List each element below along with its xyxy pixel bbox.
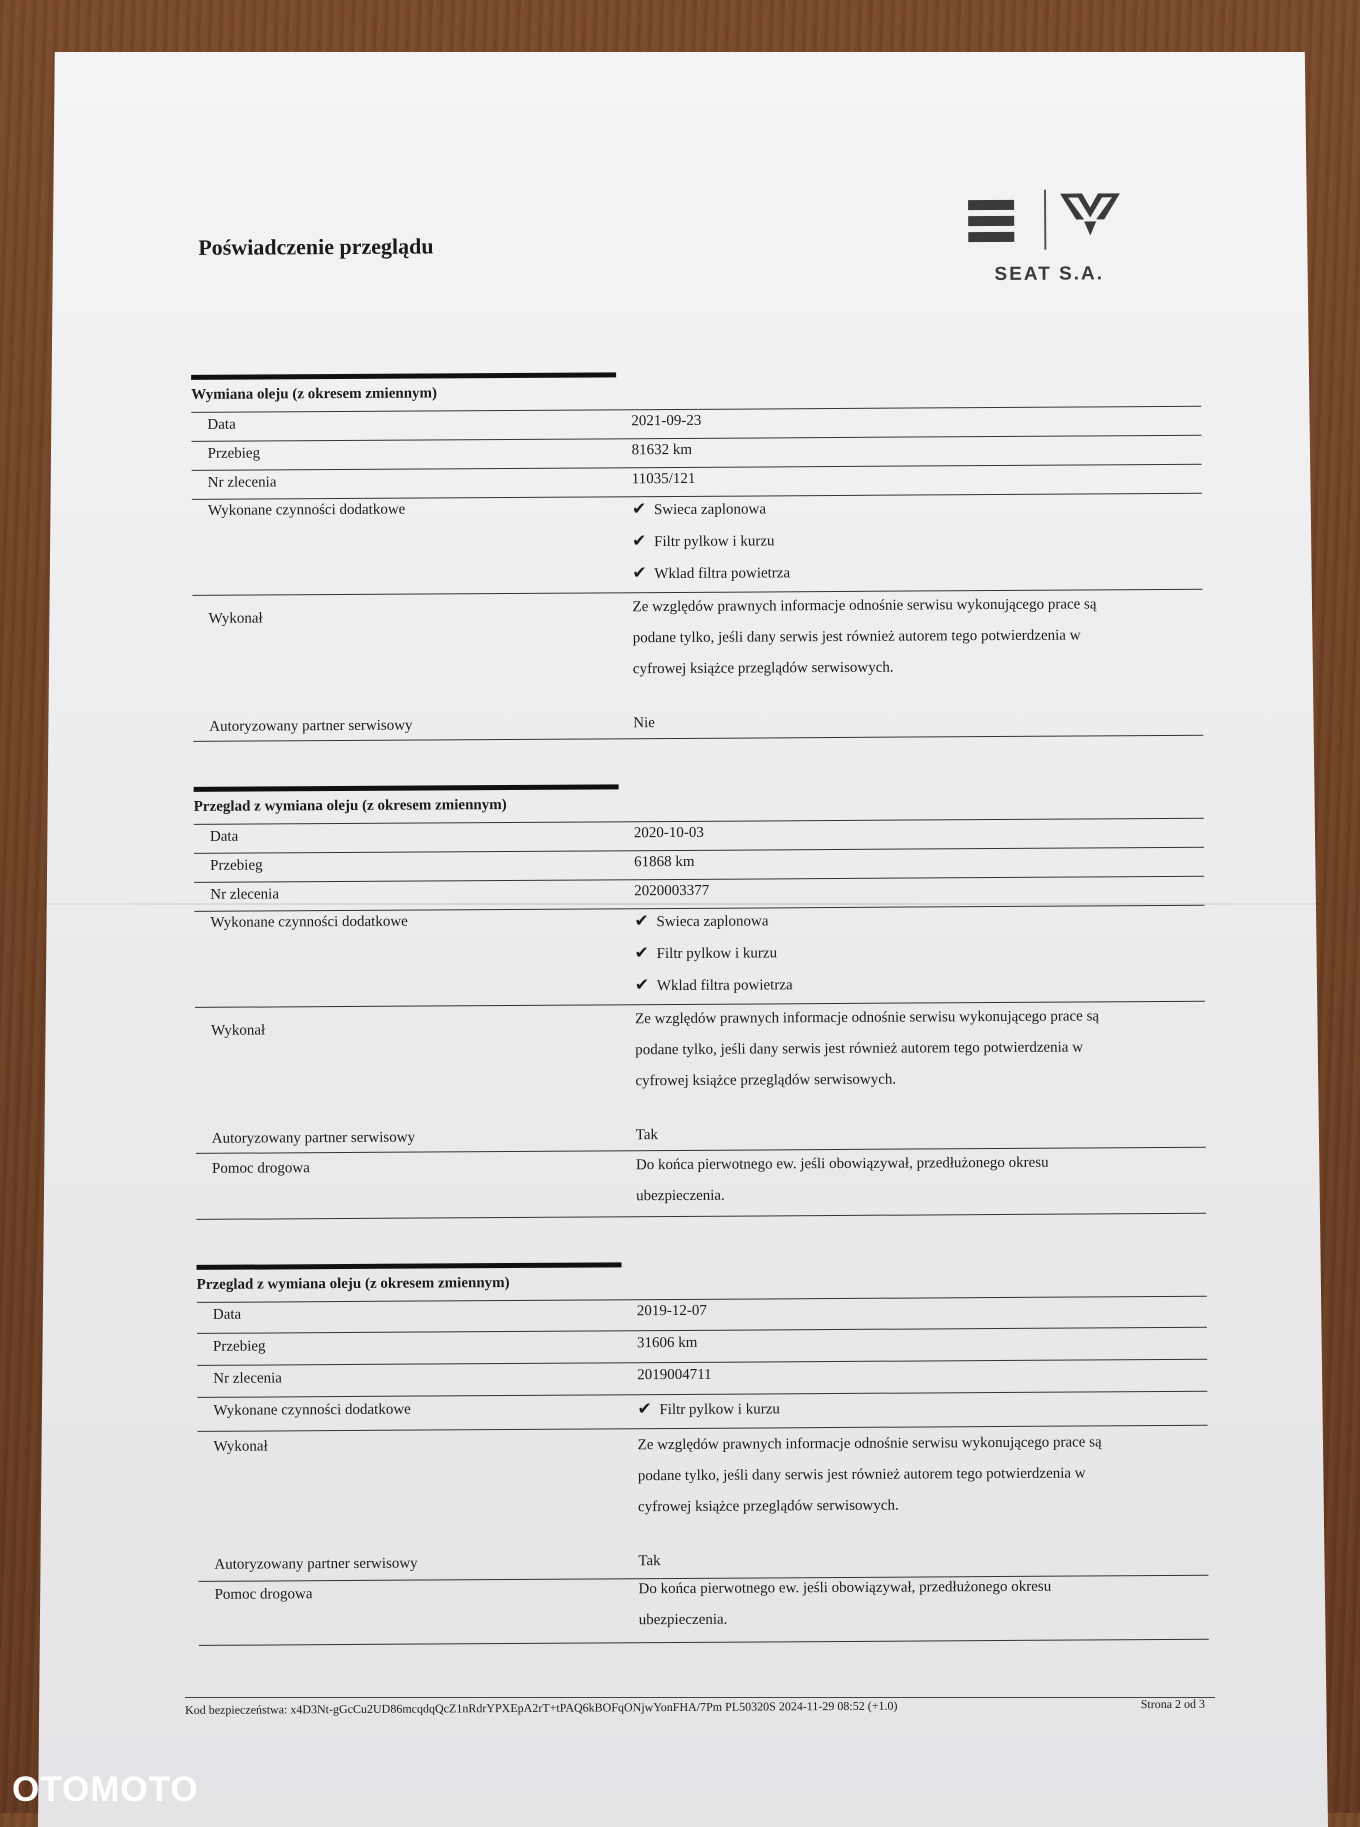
list-item: ✔ Filtr pylkow i kurzu: [637, 1393, 780, 1426]
mileage-value: 61868 km: [634, 853, 695, 871]
date-value: 2020-10-03: [633, 824, 704, 842]
roadside-text: Do końca pierwotnego ew. jeśli obowiązywał, przedłużonego okresu ubezpieczenia.: [638, 1578, 1052, 1629]
checkmark-icon: ✔: [634, 943, 649, 964]
list-item: ✔ Swieca zaplonowa: [632, 493, 790, 526]
order-label: Nr zlecenia: [207, 474, 277, 491]
extras-list: [634, 905, 792, 1002]
order-value: 2020003377: [634, 882, 710, 900]
mileage-value: 31606 km: [636, 1334, 698, 1352]
checkmark-icon: ✔: [632, 531, 647, 552]
performer-label: Wykonał: [213, 1438, 268, 1455]
partner-value: Tak: [635, 1127, 659, 1144]
roadside-text: Do końca pierwotnego ew. jeśli obowiązywał, przedłużonego okresu ubezpieczenia.: [635, 1154, 1049, 1205]
checkmark-icon: ✔: [634, 975, 650, 996]
extras-list: [637, 1393, 780, 1426]
extras-label: Wykonane czynności dodatkowe: [207, 501, 406, 519]
date-value: 2021-09-23: [631, 412, 702, 430]
partner-value: Tak: [638, 1553, 661, 1570]
order-value: 2019004711: [637, 1366, 712, 1384]
order-label: Nr zlecenia: [213, 1370, 282, 1387]
roadside-label: Pomoc drogowa: [211, 1160, 310, 1177]
performer-text: Ze względów prawnych informacje odnośnie serwisu wykonującego prace są podane tylko, jeśli dany serwis jest również autorem tego potwierdzenia w cyfrowej książce przeglądów serwisowych.: [632, 596, 1097, 678]
checkmark-icon: ✔: [632, 563, 647, 584]
mileage-value: 81632 km: [631, 441, 693, 459]
security-code: Kod bezpieczeństwa: x4D3Nt-gGcCu2UD86mcqdqQcZ1nRdrYPXEpA2rT+tPAQ6kBOFqONjwYonFHA/7Pm PL50320S 2024-11-29 08:52 (+1.0): [185, 1698, 898, 1717]
section-heading: Wymiana oleju (z okresem zmiennym): [191, 385, 438, 403]
mileage-label: Przebieg: [207, 445, 261, 462]
mileage-label: Przebieg: [212, 1338, 266, 1355]
section-heading: Przeglad z wymiana oleju (z okresem zmiennym): [196, 1275, 510, 1293]
extras-list: [632, 493, 790, 590]
section-heading: Przeglad z wymiana oleju (z okresem zmiennym): [193, 797, 507, 815]
date-label: Data: [212, 1306, 242, 1323]
list-item: ✔ Wklad filtra powietrza: [635, 969, 793, 1002]
mileage-label: Przebieg: [210, 857, 263, 874]
performer-text: Ze względów prawnych informacje odnośnie serwisu wykonującego prace są podane tylko, jeśli dany serwis jest również autorem tego potwierdzenia w cyfrowej książce przeglądów serwisowych.: [637, 1434, 1102, 1516]
page-title: Poświadczenie przeglądu: [198, 233, 434, 260]
list-item: ✔ Swieca zaplonowa: [634, 905, 792, 938]
cupra-logo-icon: [1060, 193, 1120, 237]
partner-label: Autoryzowany partner serwisowy: [214, 1555, 418, 1573]
page-number: Strona 2 od 3: [1140, 1696, 1206, 1712]
performer-label: Wykonał: [208, 610, 263, 627]
partner-value: Nie: [633, 715, 655, 732]
partner-label: Autoryzowany partner serwisowy: [211, 1129, 416, 1147]
partner-label: Autoryzowany partner serwisowy: [209, 717, 413, 735]
order-label: Nr zlecenia: [210, 886, 280, 903]
order-value: 11035/121: [631, 470, 696, 488]
list-item: ✔ Filtr pylkow i kurzu: [635, 937, 793, 970]
performer-text: Ze względów prawnych informacje odnośnie serwisu wykonującego prace są podane tylko, jeśli dany serwis jest również autorem tego potwierdzenia w cyfrowej książce przeglądów serwisowych.: [634, 1008, 1100, 1090]
brand-logo: [968, 189, 1149, 300]
checkmark-icon: ✔: [631, 499, 647, 520]
date-label: Data: [207, 416, 236, 433]
checkmark-icon: ✔: [634, 911, 649, 932]
brand-name: SEAT S.A.: [994, 263, 1105, 286]
date-label: Data: [209, 828, 239, 845]
list-item: ✔ Wklad filtra powietrza: [632, 557, 790, 590]
watermark-logo: OTOMOTO: [12, 1770, 199, 1809]
logo-separator: [1044, 190, 1046, 250]
checkmark-icon: ✔: [637, 1399, 652, 1420]
roadside-label: Pomoc drogowa: [214, 1586, 313, 1603]
list-item: ✔ Filtr pylkow i kurzu: [632, 525, 790, 558]
extras-label: Wykonane czynności dodatkowe: [213, 1401, 411, 1419]
seat-logo-icon: [968, 200, 1016, 242]
extras-label: Wykonane czynności dodatkowe: [210, 913, 408, 931]
performer-label: Wykonał: [211, 1022, 266, 1039]
date-value: 2019-12-07: [636, 1302, 707, 1320]
